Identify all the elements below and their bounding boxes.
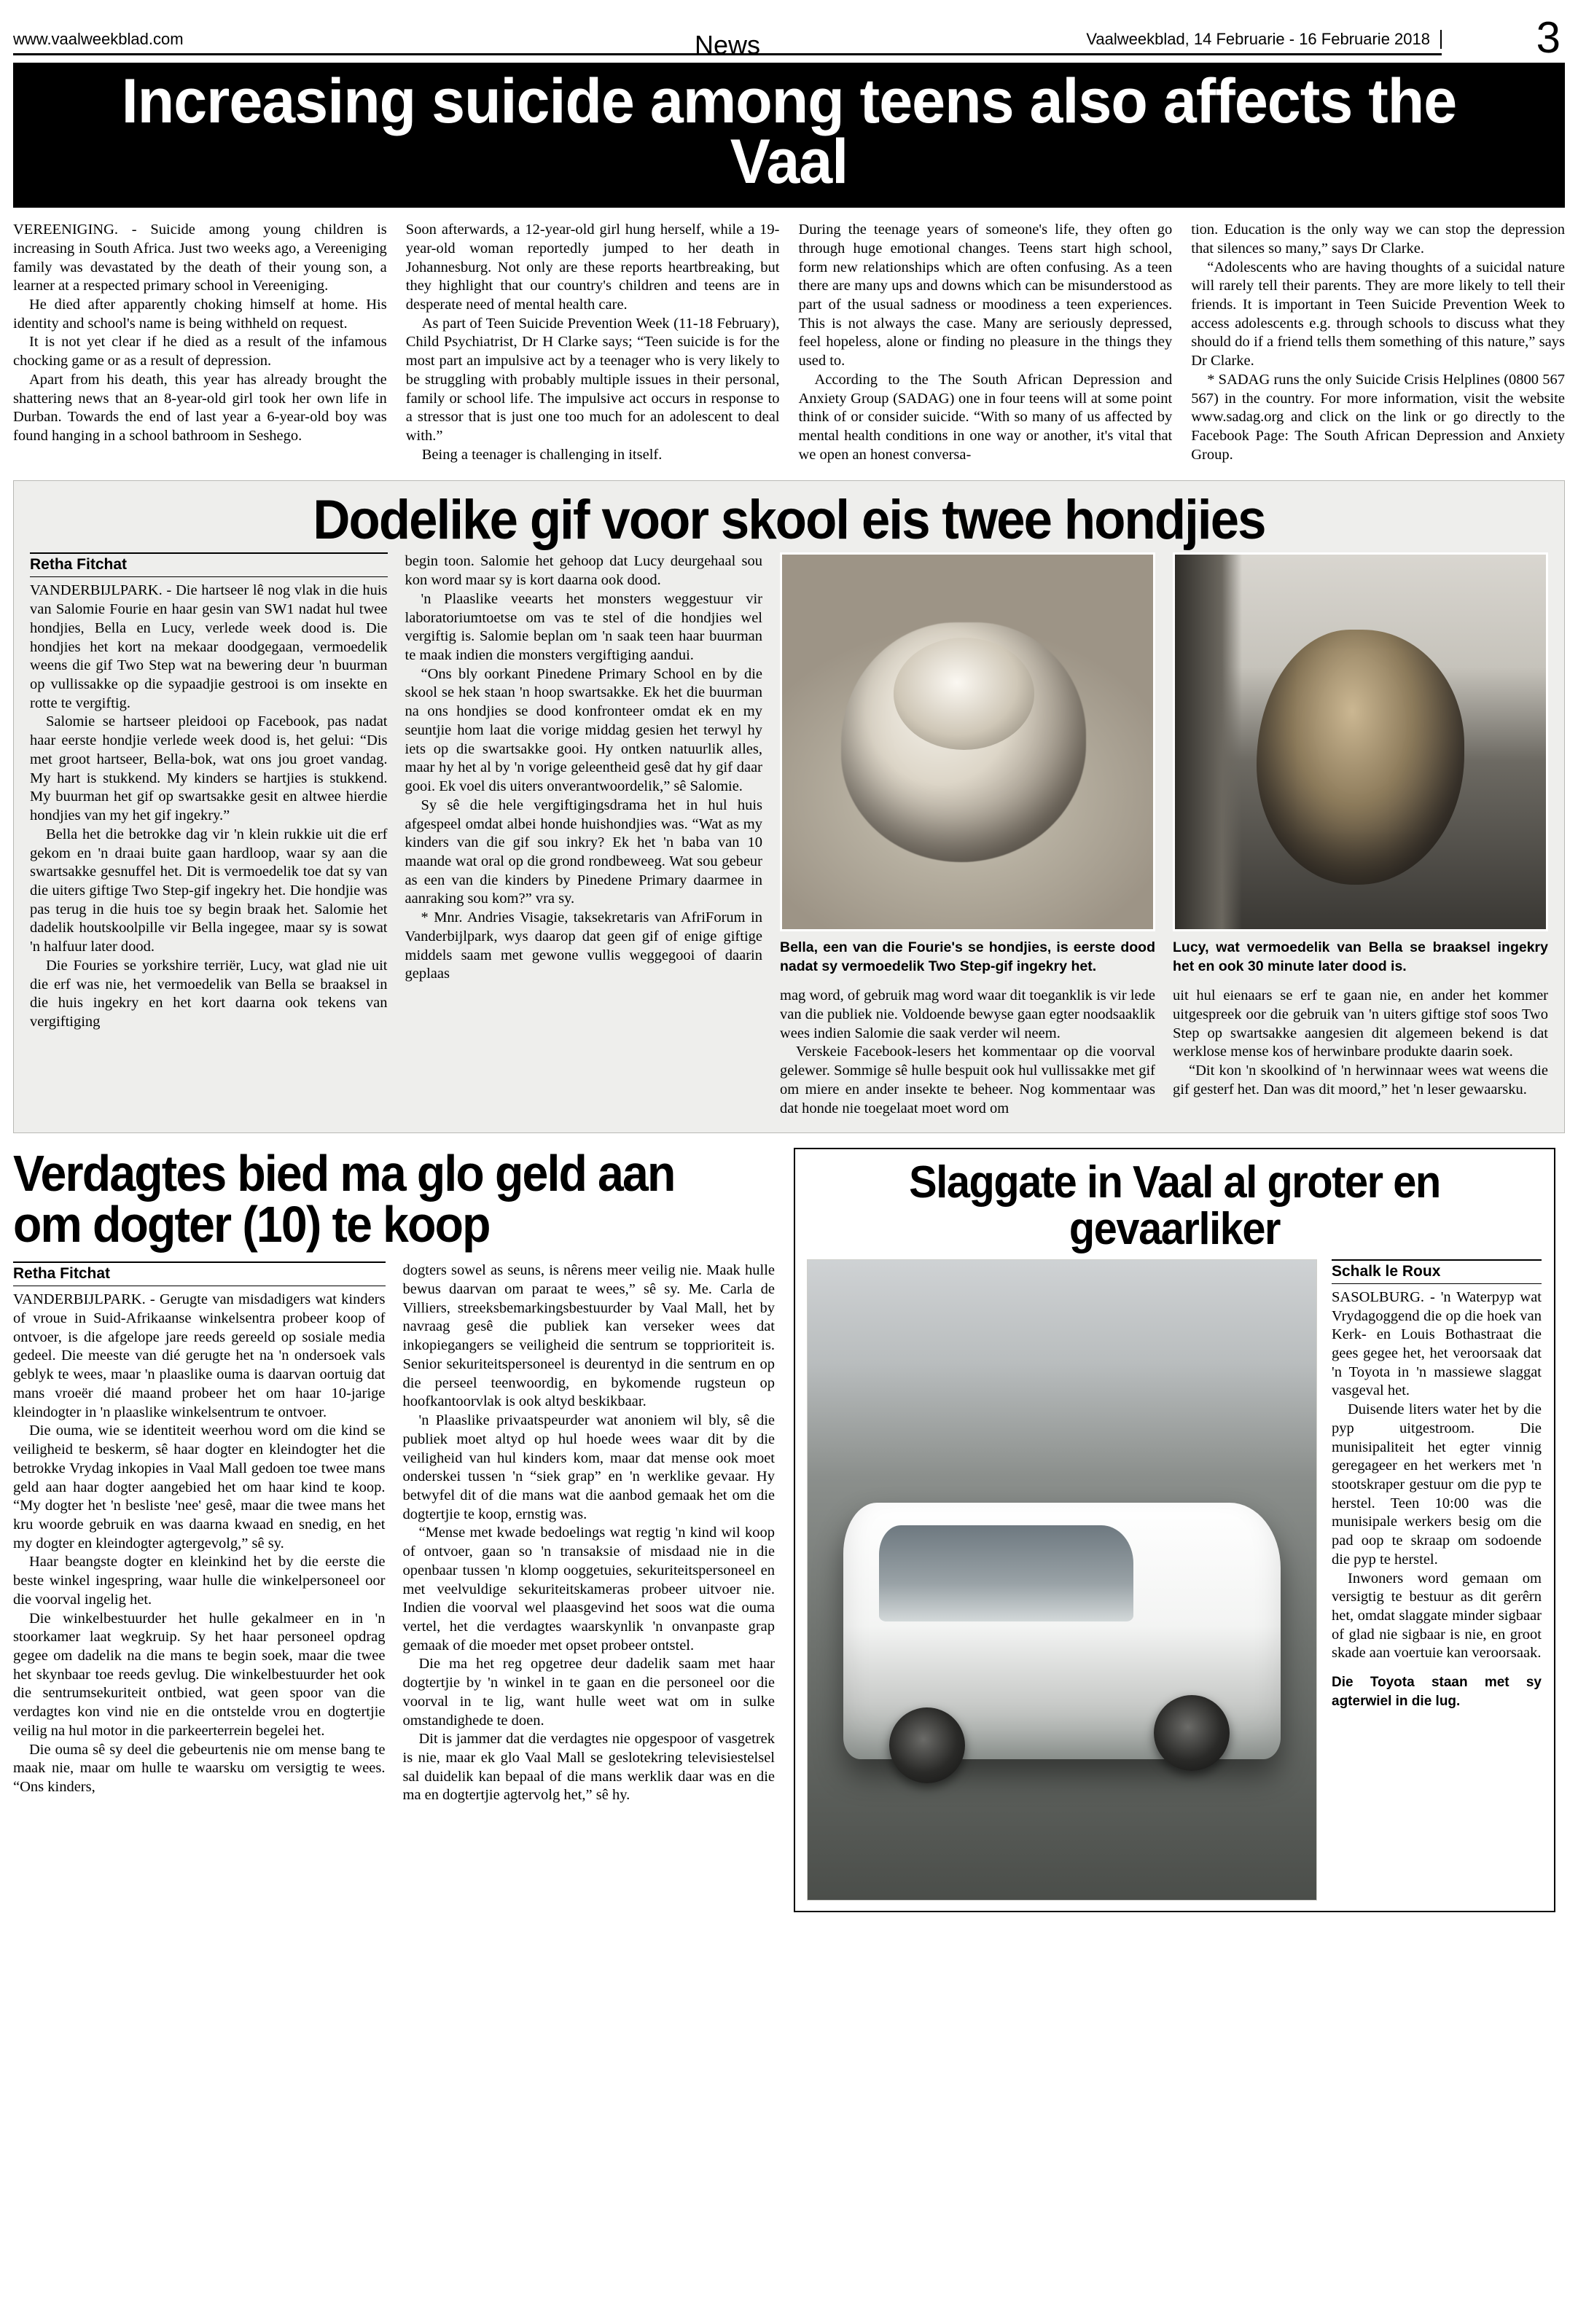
article-1-banner: [13, 63, 1565, 208]
article-4-byline-rule: [1332, 1259, 1542, 1284]
issue-date: Vaalweekblad, 14 Februarie - 16 Februarie 2018: [1086, 30, 1442, 49]
article-2-photo-column: [780, 552, 1548, 1118]
article-2-column-4: [1173, 987, 1548, 1118]
paragraph: “Mense met kwade bedoelings wat regtig 'n kind wil koop of ontvoer, gaan so 'n transaksie of misdaad nie in die openbaar tussen 'n klomp ooggetuies, sekuriteitspersoneel en met veelvuldige sekuriteitskameras probeer uitvoer nie. Indien die voorval wel plaasgevind het soos wat die ouma vertel, het die verdagtes waarskynlik 'n onvanpaste grap gemaak of die moeder met opset probeer ontstel.: [402, 1525, 775, 1654]
bottom-section: [13, 1145, 1565, 1912]
article-2-headline: Dodelike gif voor skool eis twee hondjies: [313, 489, 1265, 552]
article-3-column-1: [13, 1261, 386, 1805]
article-3: [13, 1145, 775, 1912]
paragraph: Die ouma, wie se identiteit weerhou word om die kind se veiligheid te beskerm, sê haar dogter en kleindogter het die betrokke Vrydag inkopies in Vaal Mall gedoen toe twee mans geld aan haar dogter aangebied het om haar kind te koop. “My dogter het 'n besliste 'nee' gesê, maar die twee mans het kru woorde gebruik en was daarna kwaad en snedig, en het my dogter en kleindogter agtergevolg,” sê sy.: [13, 1423, 386, 1552]
section-title: News: [694, 30, 761, 60]
article-4-byline: Schalk le Roux: [1332, 1262, 1441, 1280]
paragraph: Haar beangste dogter en kleinkind het by die eerste die beste winkel ingespring, waar hulle die winkelpersoneel oor die voorval ingelig het.: [13, 1554, 386, 1608]
paragraph: dogters sowel as seuns, is nêrens meer veilig nie. Maak hulle bewus daarvan om paraat te wees,” sê sy. Me. Carla de Villiers, streeksbemarkingsbestuurder by Vaal Mall, het by navraag gesê die publiek kan verseker wees dat inkopiegangers se veiligheid die sentrum se topprioriteit is. Senior sekuriteitspersoneel is deurentyd in die sentrum en op die perseel teenwoordig, en bykomende rugsteun op hoofkantoorvlak is ook altyd beskikbaar.: [402, 1262, 775, 1410]
article-2-column-3: [780, 987, 1155, 1118]
paragraph: VEREENIGING. - Suicide among young children is increasing in South Africa. Just two weeks ago, a Vereeniging family was devastated by the death of their young son, a learner at a respected primary school in Vereeniging.: [13, 222, 387, 294]
bella-photo-caption: Bella, een van die Fourie's se hondjies, is eerste dood nadat sy vermoedelik Two Step-gif ingekry het.: [780, 939, 1155, 975]
paragraph: “Dit kon 'n skoolkind of 'n herwinnaar wees wat weens die gif gesterf het. Dan was dit moord,” het 'n leser gewaarsku.: [1173, 1063, 1548, 1098]
paragraph: Bella het die betrokke dag vir 'n klein rukkie uit die erf gekom en 'n draai buite gaan hardloop, waar sy aan die swartsakke gesnuffel het. Dit is vermoedelik toe dat sy van die uiters giftige Two Step-gif ingekry het. Die hondjie was pas terug in die huis toe sy begin braak het. Salomie het dadelik houtskoolpille vir Bella ingegee, maar sy is sowat 'n halfuur later dood.: [30, 826, 388, 955]
car-wheel-rear: [1154, 1695, 1230, 1771]
article-1-column-3: [799, 221, 1173, 464]
paragraph: According to the The South African Depression and Anxiety Group (SADAG) one in four teens will at some point think of or consider suicide. “With so many of us affected by mental health conditions in one way or another, it's vital that we open an honest conversa-: [798, 371, 1173, 463]
article-2-captions: [780, 931, 1548, 977]
article-1-column-1: [13, 221, 387, 464]
toyota-photo-caption: Die Toyota staan met sy agterwiel in die lug.: [1332, 1675, 1542, 1709]
article-2-grid: [30, 552, 1548, 1118]
paragraph: tion. Education is the only way we can stop the depression that silences so many,” says Dr Clarke.: [1191, 222, 1565, 257]
paragraph: SASOLBURG. - 'n Waterpyp wat Vrydagoggend die op die hoek van Kerk- en Louis Bothastraat die gees gegee het, het veroorsaak dat 'n Toyota in 'n massiewe slaggat vasgeval het.: [1332, 1288, 1542, 1399]
paragraph: Verskeie Facebook-lesers het kommentaar op die voorval gelewer. Sommige sê hulle bespuit ook hul vullissakke met gif om miere en ander insekte te beheer. Nog kommentaar was dat honde nie toegelaat moet word om: [780, 1044, 1155, 1116]
article-3-byline: Retha Fitchat: [13, 1265, 111, 1283]
paragraph: “Adolescents who are having thoughts of a suicidal nature will rarely tell their parents. They are more likely to tell their friends. It is important in Teen Suicide Prevention Week to access adolescents e.g. through schools to discuss what they should do if a friend tells them something of this nature,” says Dr Clarke.: [1191, 259, 1565, 369]
paragraph: VANDERBIJLPARK. - Die hartseer lê nog vlak in die huis van Salomie Fourie en haar gesin van SW1 nadat hul twee hondjies, Bella en Lucy, verlede week dood is. Die hondjies het kort na mekaar doodgegaan, vermoedelik weens die gif Two Step wat na bewering deur 'n buurman op vullissakke op die sypaadjie gestrooi is om insekte en rotte te vergiftig.: [30, 582, 388, 711]
paragraph: Die winkelbestuurder het hulle gekalmeer en in 'n stoorkamer laat wegkruip. Sy het haar personeel opdrag gegee om dadelik na die mans te begin soek, maar die twee het skynbaar toe reeds gevlug. Die winkelbestuurder het ook die sentrumsekuriteit ontbied, wat geen spoor van die verdagtes kon vind nie en die ontstelde vrou en dogtertjie veilig na hul motor in die parkeerterrein begelei het.: [13, 1610, 386, 1739]
paragraph: Salomie se hartseer pleidooi op Facebook, pas nadat haar eerste hondjie verlede week dood is, het gelui: “Dis met groot hartseer, Bella-bok, wat ons jou groet vandag. My hart is stukkend. My kinders se hartjies is stukkend. My buurman het gif op swartsakke gesit en altwee hierdie hondjies van my het gif ingekry.”: [30, 713, 388, 824]
article-2-byline: Retha Fitchat: [30, 556, 128, 574]
article-2-byline-rule: [30, 552, 388, 577]
paragraph: Die Fouries se yorkshire terriër, Lucy, wat glad nie uit die erf was nie, het vermoedelik van Bella se braaksel in die huis ingekry en het kort daarna ook tekens van vergiftiging: [30, 957, 388, 1030]
page-number: 3: [1536, 13, 1561, 62]
paragraph: mag word, of gebruik mag word waar dit toeganklik is vir lede van die publiek nie. Voldoende bewyse gaan egter noodsaaklik wees indien Salomie die saak verder wil neem.: [780, 987, 1155, 1041]
paragraph: Duisende liters water het by die pyp uitgestroom. Die munisipaliteit het egter vinnig geregageer en het werkers met 'n stootskraper gestuur om die pyp te herstel. Teen 10:00 was die munisipale werkers besig om die pad oop te skraap om sodoende die pyp te herstel.: [1332, 1401, 1542, 1568]
paragraph: Being a teenager is challenging in itself.: [421, 446, 663, 463]
paragraph: Dit is jammer dat die verdagtes nie opgespoor of vasgetrek is nie, maar ek glo Vaal Mall se geslotekring televisiestelsel sal duidelik kan bepaal of die mans werklik daar was en die ma en dogtertjie agtervolg het,” sê hy.: [402, 1731, 775, 1804]
article-4-headline: Slaggate in Vaal al groter en gevaarliker: [909, 1157, 1440, 1254]
masthead-inner: [13, 30, 1442, 60]
lucy-photo-caption: Lucy, wat vermoedelik van Bella se braaksel ingekry het en ook 30 minute later dood is.: [1173, 939, 1548, 975]
masthead: [13, 0, 1565, 62]
paragraph: Soon afterwards, a 12-year-old girl hung herself, while a 19-year-old woman reportedly jumped to her death in Johannesburg. Not only are these reports heartbreaking, but they highlight that our country's children and teens are in desperate need of mental health care.: [405, 222, 780, 313]
article-1-columns: [13, 221, 1565, 464]
paragraph: “Ons bly oorkant Pinedene Primary School en by die skool se hek staan 'n hoop swartsakke. Ek het die buurman na ons hondjies se dood konfronteer omdat ek en my seuntjie hom laat die vorige middag gesien het terwyl hy iets op die swartsakke gooi. Hy ontken natuurlik alles, maar hy het al by 'n vorige geleentheid gesê dat hy gif daar gooi. Ek voel dis uiters onverantwoordelik,” sê Salomie.: [405, 665, 762, 795]
paragraph: Apart from his death, this year has already brought the shattering news that an 8-year-old girl took her own life in Durban. Towards the end of last year a 6-year-old boy was found hanging in a school bathroom in Seshego.: [13, 371, 387, 444]
paragraph: It is not yet clear if he died as a result of the infamous chocking game or as a result of depression.: [13, 334, 387, 369]
article-4-photo-column: [807, 1259, 1317, 1901]
toyota-pothole-photo: [807, 1259, 1317, 1901]
article-3-columns: [13, 1261, 775, 1805]
paragraph: As part of Teen Suicide Prevention Week (11-18 February), Child Psychiatrist, Dr H Clarke says; “Teen suicide is for the most part an impulsive act by a teenager who is very likely to be struggling with probably multiple issues in their personal, family or school life. The impulsive act occurs in response to a stressor that is just one too much for an adolescent to deal with.”: [405, 315, 780, 444]
article-2: [13, 480, 1565, 1133]
article-3-headline: Verdagtes bied ma glo geld aan om dogter (10) te koop: [13, 1145, 675, 1253]
article-3-column-2: [403, 1261, 776, 1805]
lucy-dog-photo: [1173, 552, 1548, 931]
article-1-column-2: [406, 221, 780, 464]
article-4-grid: [807, 1259, 1542, 1901]
website-url[interactable]: www.vaalweekblad.com: [13, 30, 184, 48]
paragraph: uit hul eienaars se erf te gaan nie, en ander het kommer uitgespreek oor die gebruik van 'n uiters giftige stof soos Two Step op swartsakke aangesien dit algemeen bekend is dat werklose mense kos of herwinbare produkte daarin soek.: [1173, 987, 1548, 1060]
paragraph: Die ouma sê sy deel die gebeurtenis nie om mense bang te maak nie, maar om hulle te waarsku om versigtig te wees. “Ons kinders,: [13, 1741, 386, 1795]
paragraph: During the teenage years of someone's life, they often go through huge emotional changes. Teens start high school, form new relationships which are often confusing. As a teen there are many ups and downs which can be misunderstood as part of the usual sadness or moodiness a teen experiences. This is not always the case. Many are seriously depressed, feel hopeless, alone or finding no pleasure in the things they used to.: [798, 222, 1173, 369]
article-3-byline-rule: [13, 1261, 386, 1286]
article-4-text-column: [1332, 1259, 1542, 1901]
article-4: [794, 1148, 1555, 1912]
article-2-column-1: [30, 552, 388, 1118]
bella-dog-photo: [780, 552, 1155, 931]
article-2-column-2: [405, 552, 763, 1118]
paragraph: 'n Plaaslike privaatspeurder wat anoniem wil bly, sê die publiek moet altyd op hul hoede wees waar dit by die veiligheid van hul kinders kom, maar dat mense ook moet onderskei tussen 'n “siek grap” en 'n werklike gevaar. Hy betwyfel dit of die mans wat die aanbod gemaak het om die dogtertjie te koop, ernstig was.: [402, 1412, 775, 1522]
paragraph: Die ma het reg opgetree deur dadelik saam met haar dogtertjie by 'n winkel in te gaan en die personeel oor die voorval in te lig, want hulle weet wat om in sulke omstandighede te doen.: [402, 1656, 775, 1729]
paragraph: He died after apparently choking himself at home. His identity and school's name is being withheld on request.: [13, 296, 387, 332]
article-2-photos: [780, 552, 1548, 931]
paragraph: * SADAG runs the only Suicide Crisis Helplines (0800 567 567) in the country. For more information, visit the website www.sadag.org and click on the link or go directly to the Facebook Page: The South African Depression and Anxiety Group.: [1191, 371, 1565, 463]
car-wheel-front: [889, 1707, 965, 1783]
paragraph: begin toon. Salomie het gehoop dat Lucy deurgehaal sou kon word maar sy is kort daarna ook dood.: [405, 553, 762, 589]
article-1-column-4: [1191, 221, 1565, 464]
article-1-headline: Increasing suicide among teens also affects the Vaal: [121, 66, 1457, 197]
article-2-lower-columns: [780, 987, 1548, 1118]
paragraph: Sy sê die hele vergiftigingsdrama het in hul huis afgespeel omdat albei honde huishondjies was. “Wat as my kinders van die gif sou inkry? Ek het 'n baba van 10 maande wat oral op die grond rondbeweeg. Wat sou gebeur as een van die kinders by Pinedene Primary daarmee in aanraking sou kom?” vra sy.: [405, 797, 762, 907]
paragraph: 'n Plaaslike veearts het monsters weggestuur vir laboratoriumtoetse om vas te stel of die hondjies wel vergiftig is. Salomie beplan om 'n saak teen haar buurman te maak indien die monsters vergiftiging aandui.: [405, 590, 762, 664]
paragraph: VANDERBIJLPARK. - Gerugte van misdadigers wat kinders of vroue in Suid-Afrikaanse winkelsentra probeer koop of ontvoer, is die afgelope jare reeds gereeld op sosiale media gedeel. Die meeste van dié gerugte het na 'n ondersoek vals geblyk te wees, maar 'n plaaslike ouma is daarvan oortuig dat mans vroeër dié maand probeer het om haar 10-jarige kleindogter in 'n plaaslike winkelsentrum te ontvoer.: [13, 1291, 386, 1420]
paragraph: Inwoners word gemaan om versigtig te bestuur as dit gerêrn het, omdat slaggate minder sigbaar of glad nie sigbaar is nie, en groot skade aan voertuie kan veroorsaak.: [1332, 1570, 1542, 1662]
paragraph: * Mnr. Andries Visagie, taksekretaris van AfriForum in Vanderbijlpark, wys daarop dat geen gif of enige giftige middels saam met gewone vullis weggegooi of daarin geplaas: [405, 909, 762, 982]
